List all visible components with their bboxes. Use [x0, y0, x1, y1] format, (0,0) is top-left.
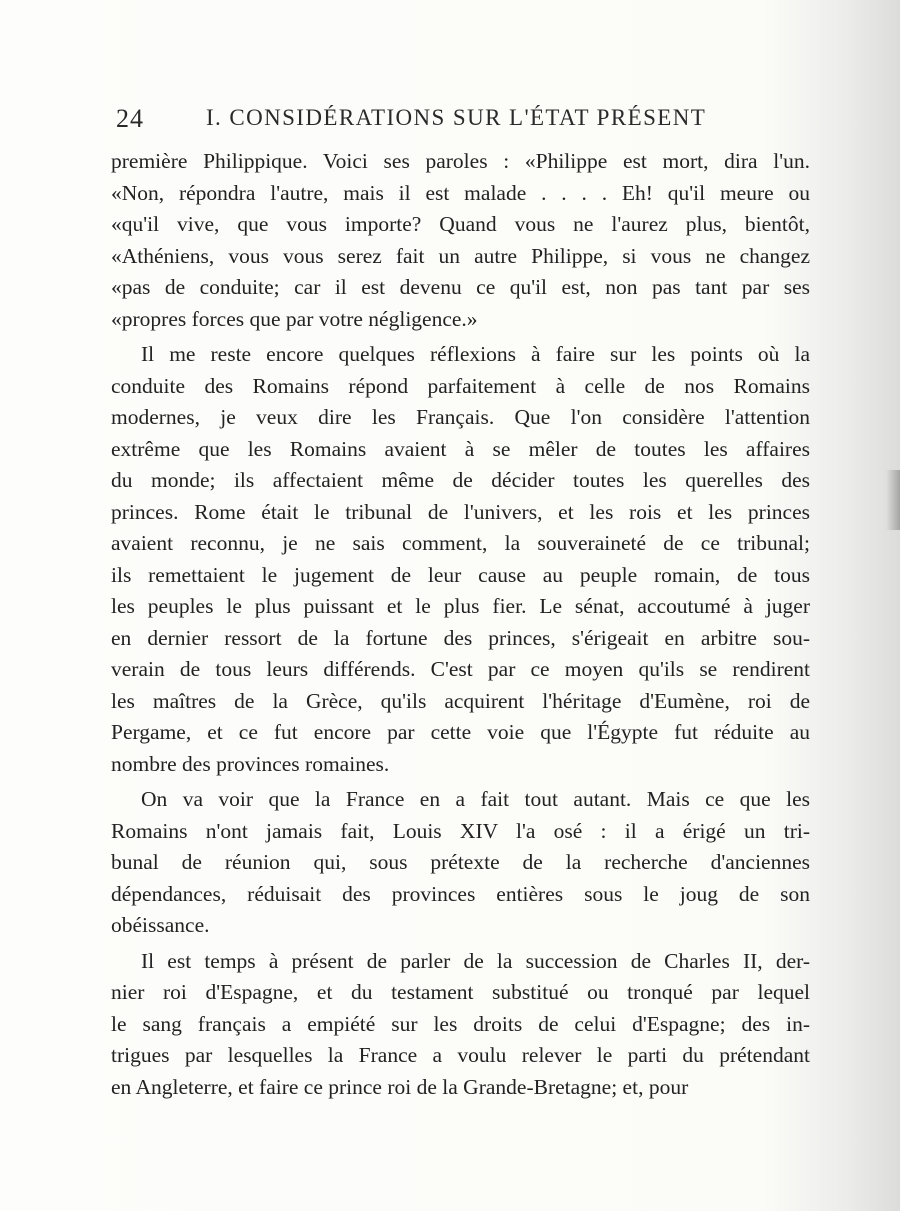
page-header — [116, 104, 716, 138]
text-line: du monde; ils affectaient même de décider toutes les querelles des — [111, 468, 810, 492]
text-line: On va voir que la France en a fait tout autant. Mais ce que les — [141, 787, 810, 811]
running-head: I. CONSIDÉRATIONS SUR L'ÉTAT PRÉSENT — [206, 105, 707, 130]
page-edge-shadow — [886, 470, 900, 530]
text-line: trigues par lesquelles la France a voulu relever le parti du prétendant — [111, 1043, 810, 1067]
text-line: «Athéniens, vous vous serez fait un autre Philippe, si vous ne changez — [111, 243, 810, 268]
text-line: obéissance. — [111, 913, 210, 937]
text-line: conduite des Romains répond parfaitement à celle de nos Romains — [111, 373, 810, 398]
text-line: princes. Rome était le tribunal de l'univers, et les rois et les princes — [111, 499, 810, 524]
text-line: modernes, je veux dire les Français. Que l'on considère l'attention — [111, 405, 810, 429]
text-line: le sang français a empiété sur les droits de celui d'Espagne; des in- — [111, 1011, 810, 1036]
text-line: verain de tous leurs différends. C'est par ce moyen qu'ils se rendirent — [111, 657, 810, 681]
text-line: «Non, répondra l'autre, mais il est malade . . . . Eh! qu'il meure ou — [111, 180, 810, 205]
text-line: les maîtres de la Grèce, qu'ils acquirent l'héritage d'Eumène, roi de — [111, 688, 810, 713]
text-line: Pergame, et ce fut encore par cette voie que l'Égypte fut réduite au — [111, 720, 810, 744]
text-line: en Angleterre, et faire ce prince roi de la Grande-Bretagne; et, pour — [111, 1074, 689, 1099]
text-line: avaient reconnu, je ne sais comment, la souveraineté de ce tribunal; — [111, 531, 810, 555]
text-line: extrême que les Romains avaient à se mêler de toutes les affaires — [111, 436, 810, 461]
text-line: Il me reste encore quelques réflexions à faire sur les points où la — [141, 342, 810, 366]
text-line: dépendances, réduisait des provinces entières sous le joug de son — [111, 881, 810, 906]
paragraph — [111, 339, 810, 780]
text-line: «pas de conduite; car il est devenu ce qu'il est, non pas tant par ses — [111, 275, 810, 299]
text-line: Romains n'ont jamais fait, Louis XIV l'a osé : il a érigé un tri- — [111, 818, 810, 843]
page-number: 24 — [116, 104, 144, 133]
paragraph — [111, 146, 810, 335]
text-line: bunal de réunion qui, sous prétexte de la recherche d'anciennes — [111, 850, 810, 874]
paragraph — [111, 946, 810, 1104]
text-line: les peuples le plus puissant et le plus fier. Le sénat, accoutumé à juger — [111, 594, 810, 618]
text-line: nier roi d'Espagne, et du testament substitué ou tronqué par lequel — [111, 980, 810, 1004]
text-line: Il est temps à présent de parler de la succession de Charles II, der- — [141, 948, 810, 973]
body-text — [111, 146, 810, 1107]
text-line: «qu'il vive, que vous importe? Quand vous ne l'aurez plus, bientôt, — [111, 212, 810, 236]
paragraph — [111, 784, 810, 942]
text-line: première Philippique. Voici ses paroles : «Philippe est mort, dira l'un. — [111, 149, 810, 173]
text-line: en dernier ressort de la fortune des princes, s'érigeait en arbitre sou- — [111, 625, 810, 650]
text-line: ils remettaient le jugement de leur cause au peuple romain, de tous — [111, 562, 810, 587]
text-line: nombre des provinces romaines. — [111, 751, 390, 776]
text-line: «propres forces que par votre négligence.» — [111, 306, 478, 331]
